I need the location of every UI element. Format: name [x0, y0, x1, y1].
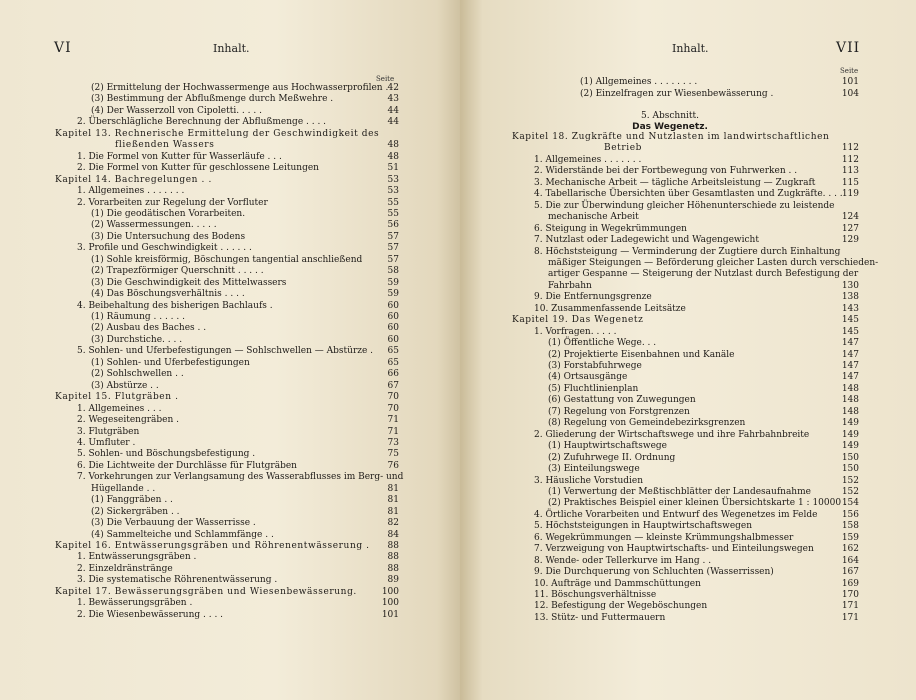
entry-page-number: 89 — [387, 575, 399, 586]
toc-entry — [548, 280, 859, 292]
toc-entry — [91, 277, 399, 289]
entry-page-number: 55 — [387, 197, 399, 208]
entry-page-number: 148 — [841, 406, 859, 417]
entry-title: 1. Die Formel von Kutter für Wasserläufe . . . — [77, 151, 282, 162]
toc-entry — [91, 82, 399, 94]
toc-entry — [534, 200, 859, 212]
entry-page-number: 119 — [841, 189, 859, 200]
entry-page-number: 65 — [387, 346, 399, 357]
entry-page-number: 44 — [387, 117, 399, 128]
entry-page-number: 58 — [387, 266, 399, 277]
entry-title: (1) Räumung . . . . . . — [91, 312, 185, 322]
chapter-entry — [512, 314, 859, 326]
entry-page-number: 60 — [387, 312, 399, 322]
toc-entry — [534, 177, 859, 189]
toc-entry — [77, 551, 399, 563]
entry-title: 5. Sohlen- und Böschungsbefestigung . — [77, 449, 256, 460]
entry-title: Kapitel 18. Zugkräfte und Nutzlasten im landwirtschaftlichen — [512, 132, 830, 142]
entry-title: 3. Mechanische Arbeit — tägliche Arbeitsleistung — Zugkraft — [534, 177, 816, 188]
entry-title: mäßiger Steigungen — Beförderung gleicher Lasten durch verschieden- — [548, 257, 879, 268]
entry-page-number: 148 — [841, 383, 859, 394]
chapter-entry — [115, 139, 399, 151]
toc-entry — [534, 543, 859, 555]
entry-title: Betrieb — [604, 143, 643, 154]
entry-page-number: 51 — [387, 163, 399, 174]
entry-page-number: 113 — [841, 166, 859, 177]
chapter-entry — [512, 131, 859, 143]
entry-title: 9. Die Durchquerung von Schluchten (Wasserrissen) — [534, 567, 774, 578]
entry-title: 12. Befestigung der Wegeböschungen — [534, 601, 708, 612]
entry-page-number: 147 — [841, 361, 859, 371]
toc-entry — [534, 475, 859, 487]
toc-entry — [77, 563, 399, 575]
entry-title: 7. Verzweigung von Hauptwirtschafts- und Einteilungswegen — [534, 544, 814, 555]
toc-entry — [548, 360, 859, 372]
entry-title: (2) Sohlschwellen . . — [91, 369, 184, 380]
entry-page-number: 149 — [841, 441, 859, 452]
entry-title: Hügellande . . — [91, 483, 156, 494]
entry-title: (4) Der Wasserzoll von Cipoletti. . . . . — [91, 105, 262, 116]
toc-entry — [77, 414, 399, 426]
entry-page-number: 152 — [841, 475, 859, 486]
toc-entry — [548, 417, 859, 429]
entry-title: 6. Die Lichtweite der Durchlässe für Flutgräben — [77, 460, 297, 471]
entry-page-number: 159 — [841, 532, 859, 543]
entry-page-number: 82 — [387, 518, 399, 529]
entry-page-number: 71 — [387, 426, 399, 437]
toc-entry — [77, 403, 399, 415]
entry-page-number: 67 — [387, 380, 399, 391]
entry-title: (2) Ermittelung der Hochwassermenge aus Hochwasserprofilen . — [91, 83, 389, 93]
toc-entry — [77, 609, 399, 621]
entry-title: 1. Vorfragen. . . . . — [534, 326, 617, 337]
page-number: VII — [836, 40, 861, 56]
entry-page-number: 169 — [841, 578, 859, 589]
toc-entry — [77, 197, 399, 209]
entry-page-number: 101 — [841, 77, 859, 87]
entry-title: (2) Projektierte Eisenbahnen und Kanäle — [548, 349, 735, 360]
toc-entry — [91, 517, 399, 529]
toc-entry — [548, 349, 859, 361]
toc-entry — [91, 368, 399, 380]
entry-title: (3) Bestimmung der Abflußmenge durch Meßwehre . — [91, 94, 334, 105]
entry-title: 11. Böschungsverhältnisse — [534, 590, 657, 600]
entry-page-number: 145 — [841, 315, 859, 326]
entry-title: (3) Einteilungswege — [548, 464, 640, 475]
entry-page-number: 162 — [841, 544, 859, 555]
entry-title: 8. Höchststeigung — Verminderung der Zugtiere durch Einhaltung — [534, 246, 841, 257]
entry-title: (1) Allgemeines . . . . . . . . — [580, 77, 698, 87]
entry-title: 4. Umfluter . — [77, 437, 136, 448]
entry-title: 7. Vorkehrungen zur Verlangsamung des Wasserabflusses im Berg- und — [77, 472, 404, 483]
entry-page-number: 60 — [387, 300, 399, 311]
entry-title: 4. Beibehaltung des bisherigen Bachlaufs . — [77, 300, 273, 311]
entry-page-number: 53 — [387, 186, 399, 197]
entry-page-number: 150 — [841, 464, 859, 475]
toc-entry — [91, 219, 399, 231]
toc-entry — [91, 529, 399, 541]
entry-title: (1) Fanggräben . . — [91, 495, 173, 506]
toc-entry — [534, 520, 859, 532]
toc-entry — [548, 486, 859, 498]
entry-page-number: 48 — [387, 151, 399, 162]
toc-entry — [91, 254, 399, 266]
entry-title: 6. Steigung in Wegekrümmungen — [534, 223, 687, 234]
chapter-entry — [55, 586, 399, 598]
entry-title: (8) Regelung von Gemeindebezirksgrenzen — [548, 418, 746, 429]
toc-entry — [91, 105, 399, 117]
toc-entry — [91, 334, 399, 346]
toc-entry — [91, 93, 399, 105]
entry-title: (3) Die Untersuchung des Bodens — [91, 231, 246, 242]
entry-page-number: 55 — [387, 208, 399, 219]
toc-entry — [91, 483, 399, 495]
entry-page-number: 100 — [381, 598, 399, 609]
entry-title: 5. Die zur Überwindung gleicher Höhenunterschiede zu leistende — [534, 200, 835, 211]
toc-entry — [534, 154, 859, 166]
entry-title: 10. Zusammenfassende Leitsätze — [534, 303, 686, 314]
entry-page-number: 70 — [387, 392, 399, 403]
entry-title: (1) Sohlen- und Uferbefestigungen — [91, 357, 250, 368]
toc-entry — [534, 303, 859, 315]
entry-page-number: 149 — [841, 429, 859, 440]
toc-entry — [534, 578, 859, 590]
toc-entry — [548, 257, 879, 269]
entry-page-number: 76 — [387, 460, 399, 471]
entry-page-number: 158 — [841, 521, 859, 532]
toc-entry — [77, 300, 399, 312]
entry-title: fließenden Wassers — [115, 140, 215, 151]
entry-title: 10. Aufträge und Dammschüttungen — [534, 578, 701, 589]
entry-page-number: 88 — [387, 563, 399, 574]
entry-title: (2) Praktisches Beispiel einer kleinen Übersichtskarte 1 : 10000 . — [548, 498, 847, 509]
toc-entry — [77, 597, 399, 609]
entry-page-number: 81 — [387, 483, 399, 494]
entry-title: (3) Forstabfuhrwege — [548, 361, 642, 371]
toc-entry — [534, 429, 859, 441]
entry-title: (5) Fluchtlinienplan — [548, 383, 639, 394]
toc-entry — [77, 437, 399, 449]
entry-title: (2) Einzelfragen zur Wiesenbewässerung . — [580, 88, 774, 99]
entry-title: (3) Die Verbauung der Wasserrisse . — [91, 518, 256, 529]
right-page — [460, 0, 916, 700]
entry-title: 1. Entwässerungsgräben . — [77, 552, 197, 563]
entry-page-number: 71 — [387, 415, 399, 426]
entry-title: (4) Sammelteiche und Schlammfänge . . — [91, 529, 274, 540]
entry-page-number: 171 — [841, 601, 859, 612]
toc-entry — [534, 555, 859, 567]
entry-title: Kapitel 17. Bewässerungsgräben und Wiesenbewässerung. — [55, 586, 357, 597]
entry-title: 2. Die Wiesenbewässerung . . . . — [77, 609, 224, 620]
toc-entry — [91, 208, 399, 220]
entry-title: 3. Die systematische Röhrenentwässerung . — [77, 575, 278, 586]
entry-title: 3. Flutgräben — [77, 426, 140, 437]
entry-title: 3. Profile und Geschwindigkeit . . . . . . — [77, 243, 252, 254]
entry-title: Kapitel 14. Bachregelungen . . — [55, 174, 212, 185]
entry-title: 2. Wegeseitengräben . — [77, 415, 179, 426]
entry-page-number: 66 — [387, 369, 399, 380]
entry-page-number: 84 — [387, 529, 399, 540]
toc-entry — [77, 116, 399, 128]
toc-entry — [77, 151, 399, 163]
toc-entry — [548, 211, 859, 223]
toc-entry — [548, 497, 859, 509]
toc-entry — [534, 223, 859, 235]
chapter-entry — [55, 174, 399, 186]
running-header: Inhalt. — [213, 42, 250, 55]
entry-page-number: 43 — [387, 94, 399, 105]
entry-title: Kapitel 16. Entwässerungsgräben und Röhrenentwässerung . — [55, 541, 370, 551]
entry-page-number: 124 — [841, 212, 859, 223]
entry-page-number: 147 — [841, 338, 859, 349]
toc-entry — [548, 452, 859, 464]
toc-entry — [534, 589, 859, 601]
entry-title: 2. Überschlägliche Berechnung der Abflußmenge . . . . — [77, 117, 327, 128]
toc-entry — [534, 566, 859, 578]
toc-entry — [534, 509, 859, 521]
entry-title: (2) Trapezförmiger Querschnitt . . . . . — [91, 266, 264, 277]
entry-page-number: 59 — [387, 277, 399, 288]
entry-page-number: 42 — [387, 83, 399, 93]
entry-page-number: 70 — [387, 403, 399, 414]
toc-entry — [77, 185, 399, 197]
entry-page-number: 53 — [387, 174, 399, 185]
entry-title: (3) Die Geschwindigkeit des Mittelwassers — [91, 277, 287, 288]
entry-title: 6. Wegekrümmungen — kleinste Krümmungshalbmesser — [534, 532, 794, 543]
toc-entry — [548, 268, 859, 280]
entry-title: 4. Örtliche Vorarbeiten und Entwurf des Wegenetzes im Felde — [534, 509, 818, 520]
toc-entry — [77, 345, 399, 357]
seite-label: Seite — [376, 75, 395, 83]
entry-title: Kapitel 13. Rechnerische Ermittelung der Geschwindigkeit des — [55, 128, 380, 139]
entry-title: Kapitel 19. Das Wegenetz — [512, 315, 644, 326]
entry-title: (1) Verwertung der Meßtischblätter der Landesaufnahme — [548, 486, 811, 497]
toc-entry — [548, 394, 859, 406]
entry-page-number: 147 — [841, 349, 859, 360]
toc-entry — [91, 311, 399, 323]
toc-entry — [534, 612, 859, 624]
entry-title: 13. Stütz- und Futtermauern — [534, 612, 666, 623]
toc-entry — [77, 242, 399, 254]
entry-page-number: 88 — [387, 552, 399, 563]
entry-page-number: 149 — [841, 418, 859, 429]
entry-page-number: 115 — [841, 177, 859, 188]
entry-title: 5. Sohlen- und Uferbefestigungen — Sohlschwellen — Abstürze . — [77, 346, 374, 357]
section-title: Das Wegenetz. — [632, 122, 708, 132]
entry-title: (4) Das Böschungsverhältnis . . . . — [91, 289, 245, 300]
entry-page-number: 101 — [381, 609, 399, 620]
entry-page-number: 88 — [387, 541, 399, 551]
seite-label: Seite — [840, 67, 859, 75]
entry-title: 1. Allgemeines . . . — [77, 403, 162, 414]
entry-title: (1) Die geodätischen Vorarbeiten. — [91, 208, 246, 219]
entry-title: 4. Tabellarische Übersichten über Gesamtlasten und Zugkräfte. . . . — [534, 189, 843, 200]
toc-entry — [580, 88, 859, 100]
entry-title: (2) Ausbau des Baches . . — [91, 323, 207, 334]
entry-page-number: 129 — [841, 235, 859, 246]
section-heading: 5. Abschnitt. — [641, 111, 699, 121]
entry-page-number: 143 — [841, 303, 859, 314]
entry-page-number: 167 — [841, 567, 859, 578]
chapter-entry — [55, 128, 399, 140]
entry-title: (1) Sohle kreisförmig, Böschungen tangential anschließend — [91, 254, 363, 265]
entry-title: Kapitel 15. Flutgräben . — [55, 392, 179, 403]
toc-entry — [77, 460, 399, 472]
toc-entry — [77, 162, 399, 174]
toc-entry — [77, 471, 404, 483]
toc-entry — [77, 574, 399, 586]
entry-page-number: 112 — [841, 154, 859, 165]
entry-page-number: 65 — [387, 357, 399, 368]
entry-page-number: 171 — [841, 612, 859, 623]
entry-title: 5. Höchststeigungen in Hauptwirtschaftswegen — [534, 521, 753, 532]
entry-page-number: 57 — [387, 254, 399, 265]
entry-page-number: 48 — [387, 140, 399, 151]
entry-title: (4) Ortsausgänge — [548, 372, 628, 383]
toc-entry — [548, 406, 859, 418]
entry-page-number: 127 — [841, 223, 859, 234]
entry-title: 3. Häusliche Vorstudien — [534, 475, 644, 486]
entry-page-number: 100 — [381, 586, 399, 597]
entry-page-number: 75 — [387, 449, 399, 460]
toc-entry — [534, 600, 859, 612]
entry-title: (6) Gestattung von Zuwegungen — [548, 395, 696, 406]
entry-title: 1. Allgemeines . . . . . . . — [534, 154, 642, 165]
entry-title: 2. Vorarbeiten zur Regelung der Vorfluter — [77, 197, 268, 208]
entry-title: (3) Abstürze . . — [91, 380, 159, 391]
toc-entry — [91, 494, 399, 506]
chapter-entry — [604, 142, 859, 154]
entry-page-number: 59 — [387, 289, 399, 300]
entry-page-number: 154 — [841, 498, 859, 509]
entry-page-number: 104 — [841, 88, 859, 99]
entry-title: (1) Hauptwirtschaftswege — [548, 441, 668, 452]
entry-title: (2) Zufuhrwege II. Ordnung — [548, 452, 676, 463]
entry-title: Fahrbahn — [548, 280, 592, 291]
entry-title: 1. Allgemeines . . . . . . . — [77, 186, 185, 197]
entry-title: 2. Einzeldränstränge — [77, 563, 173, 574]
entry-page-number: 57 — [387, 231, 399, 242]
entry-title: (7) Regelung von Forstgrenzen — [548, 406, 690, 417]
toc-entry — [580, 76, 859, 88]
chapter-entry — [55, 391, 399, 403]
entry-page-number: 130 — [841, 280, 859, 291]
toc-entry — [91, 265, 399, 277]
entry-title: (2) Sickergräben . . — [91, 506, 180, 517]
entry-page-number: 152 — [841, 486, 859, 497]
entry-page-number: 145 — [841, 326, 859, 337]
toc-entry — [534, 165, 859, 177]
entry-title: (2) Wassermessungen. . . . . — [91, 220, 217, 231]
entry-page-number: 156 — [841, 509, 859, 520]
toc-entry — [534, 532, 859, 544]
entry-title: mechanische Arbeit — [548, 212, 639, 223]
toc-entry — [77, 448, 399, 460]
toc-entry — [548, 371, 859, 383]
running-header: Inhalt. — [672, 42, 709, 55]
toc-entry — [548, 463, 859, 475]
toc-entry — [548, 383, 859, 395]
entry-page-number: 81 — [387, 506, 399, 517]
page-number: VI — [54, 40, 72, 56]
entry-title: artiger Gespanne — Steigerung der Nutzlast durch Befestigung der — [548, 269, 859, 280]
toc-entry — [534, 291, 859, 303]
entry-title: (1) Öffentliche Wege. . . — [548, 338, 657, 349]
entry-page-number: 150 — [841, 452, 859, 463]
toc-entry — [534, 188, 859, 200]
toc-entry — [91, 380, 399, 392]
entry-page-number: 56 — [387, 220, 399, 231]
entry-page-number: 44 — [387, 105, 399, 116]
entry-page-number: 57 — [387, 243, 399, 254]
toc-entry — [534, 234, 859, 246]
entry-page-number: 81 — [387, 495, 399, 506]
toc-entry — [91, 357, 399, 369]
entry-title: 7. Nutzlast oder Ladegewicht und Wagengewicht — [534, 235, 759, 246]
toc-entry — [91, 231, 399, 243]
chapter-entry — [55, 540, 399, 552]
entry-page-number: 164 — [841, 555, 859, 566]
entry-title: 1. Bewässerungsgräben . — [77, 598, 193, 609]
entry-title: 2. Die Formel von Kutter für geschlossene Leitungen — [77, 163, 319, 174]
entry-title: (3) Durchstiche. . . . — [91, 334, 183, 345]
toc-entry — [91, 506, 399, 518]
entry-title: 2. Gliederung der Wirtschaftswege und ihre Fahrbahnbreite — [534, 429, 810, 440]
entry-page-number: 170 — [841, 590, 859, 600]
entry-page-number: 112 — [841, 143, 859, 154]
toc-entry — [534, 326, 859, 338]
entry-page-number: 138 — [841, 292, 859, 303]
toc-entry — [91, 288, 399, 300]
toc-entry — [548, 337, 859, 349]
toc-entry — [548, 440, 859, 452]
entry-title: 9. Die Entfernungsgrenze — [534, 292, 652, 303]
entry-page-number: 73 — [387, 437, 399, 448]
toc-entry — [77, 426, 399, 438]
toc-entry — [91, 322, 399, 334]
entry-page-number: 60 — [387, 323, 399, 334]
entry-title: 2. Widerstände bei der Fortbewegung von Fuhrwerken . . — [534, 166, 798, 177]
entry-title: 8. Wende- oder Tellerkurve im Hang . . — [534, 555, 712, 566]
entry-page-number: 147 — [841, 372, 859, 383]
entry-page-number: 60 — [387, 334, 399, 345]
toc-entry — [534, 246, 859, 258]
entry-page-number: 148 — [841, 395, 859, 406]
